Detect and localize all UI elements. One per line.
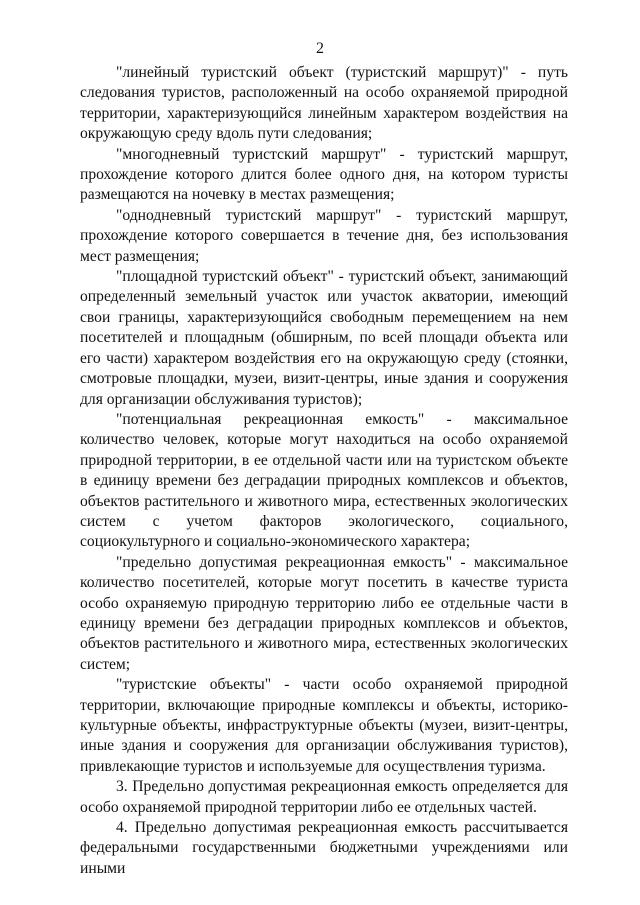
definition-multiday-route: "многодневный туристский маршрут" - туристский маршрут, прохождение которого длится более одного дня, на котором туристы размещаются на ночевку в местах размещения; [80,145,568,204]
definition-area-tourist-object: "площадной туристский объект" - туристский объект, занимающий определенный земельный участок или участок акватории, имеющий свои границы, характеризующийся свободным перемещением на нем посетителей и площадным (обширным, по всей площади объекта или его части) характером воздействия его на окружающую среду (стоянки, смотровые площадки, музеи, визит-центры, иные здания и сооружения для организации обслуживания туристов); [80,268,568,408]
definition-max-permissible-capacity: "предельно допустимая рекреационная емкость" - максимальное количество посетителей, которые могут посетить в качестве туриста особо охраняемую природную территорию либо ее отдельные части в единицу времени без деградации природных комплексов и объектов, объектов растительного и животного мира, естественных экологических систем; [80,553,568,673]
definition-oneday-route: "однодневный туристский маршрут" - туристский маршрут, прохождение которого совершается в течение дня, без использования мест размещения; [80,206,568,265]
definition-potential-capacity: "потенциальная рекреационная емкость" - максимальное количество человек, которые могут находиться на особо охраняемой природной территории, в ее отдельной части или на туристском объекте в единицу времени без деградации природных комплексов и объектов, объектов растительного и животного мира, естественных экологических систем с учетом факторов экологического, социального, социокультурного и социально-экономического характера; [80,410,568,551]
clause-4: 4. Предельно допустимая рекреационная емкость рассчитывается федеральными государственными бюджетными учреждениями или иными [80,819,568,877]
definition-tourist-objects: "туристские объекты" - части особо охраняемой природной территории, включающие природные комплексы и объекты, историко-культурные объекты, инфраструктурные объекты (музеи, визит-центры, иные здания и сооружения для организации обслуживания туристов), привлекающие туристов и используемые для осуществления туризма. [80,676,568,775]
document-body [80,63,568,879]
clause-3: 3. Предельно допустимая рекреационная емкость определяется для особо охраняемой природной территории либо ее отдельных частей. [80,778,568,816]
definition-linear-tourist-object: "линейный туристский объект (туристский маршрут)" - путь следования туристов, расположенный на особо охраняемой природной территории, характеризующийся линейным характером воздействия на окружающую среду вдоль пути следования; [80,64,568,143]
page-number: 2 [316,40,324,57]
